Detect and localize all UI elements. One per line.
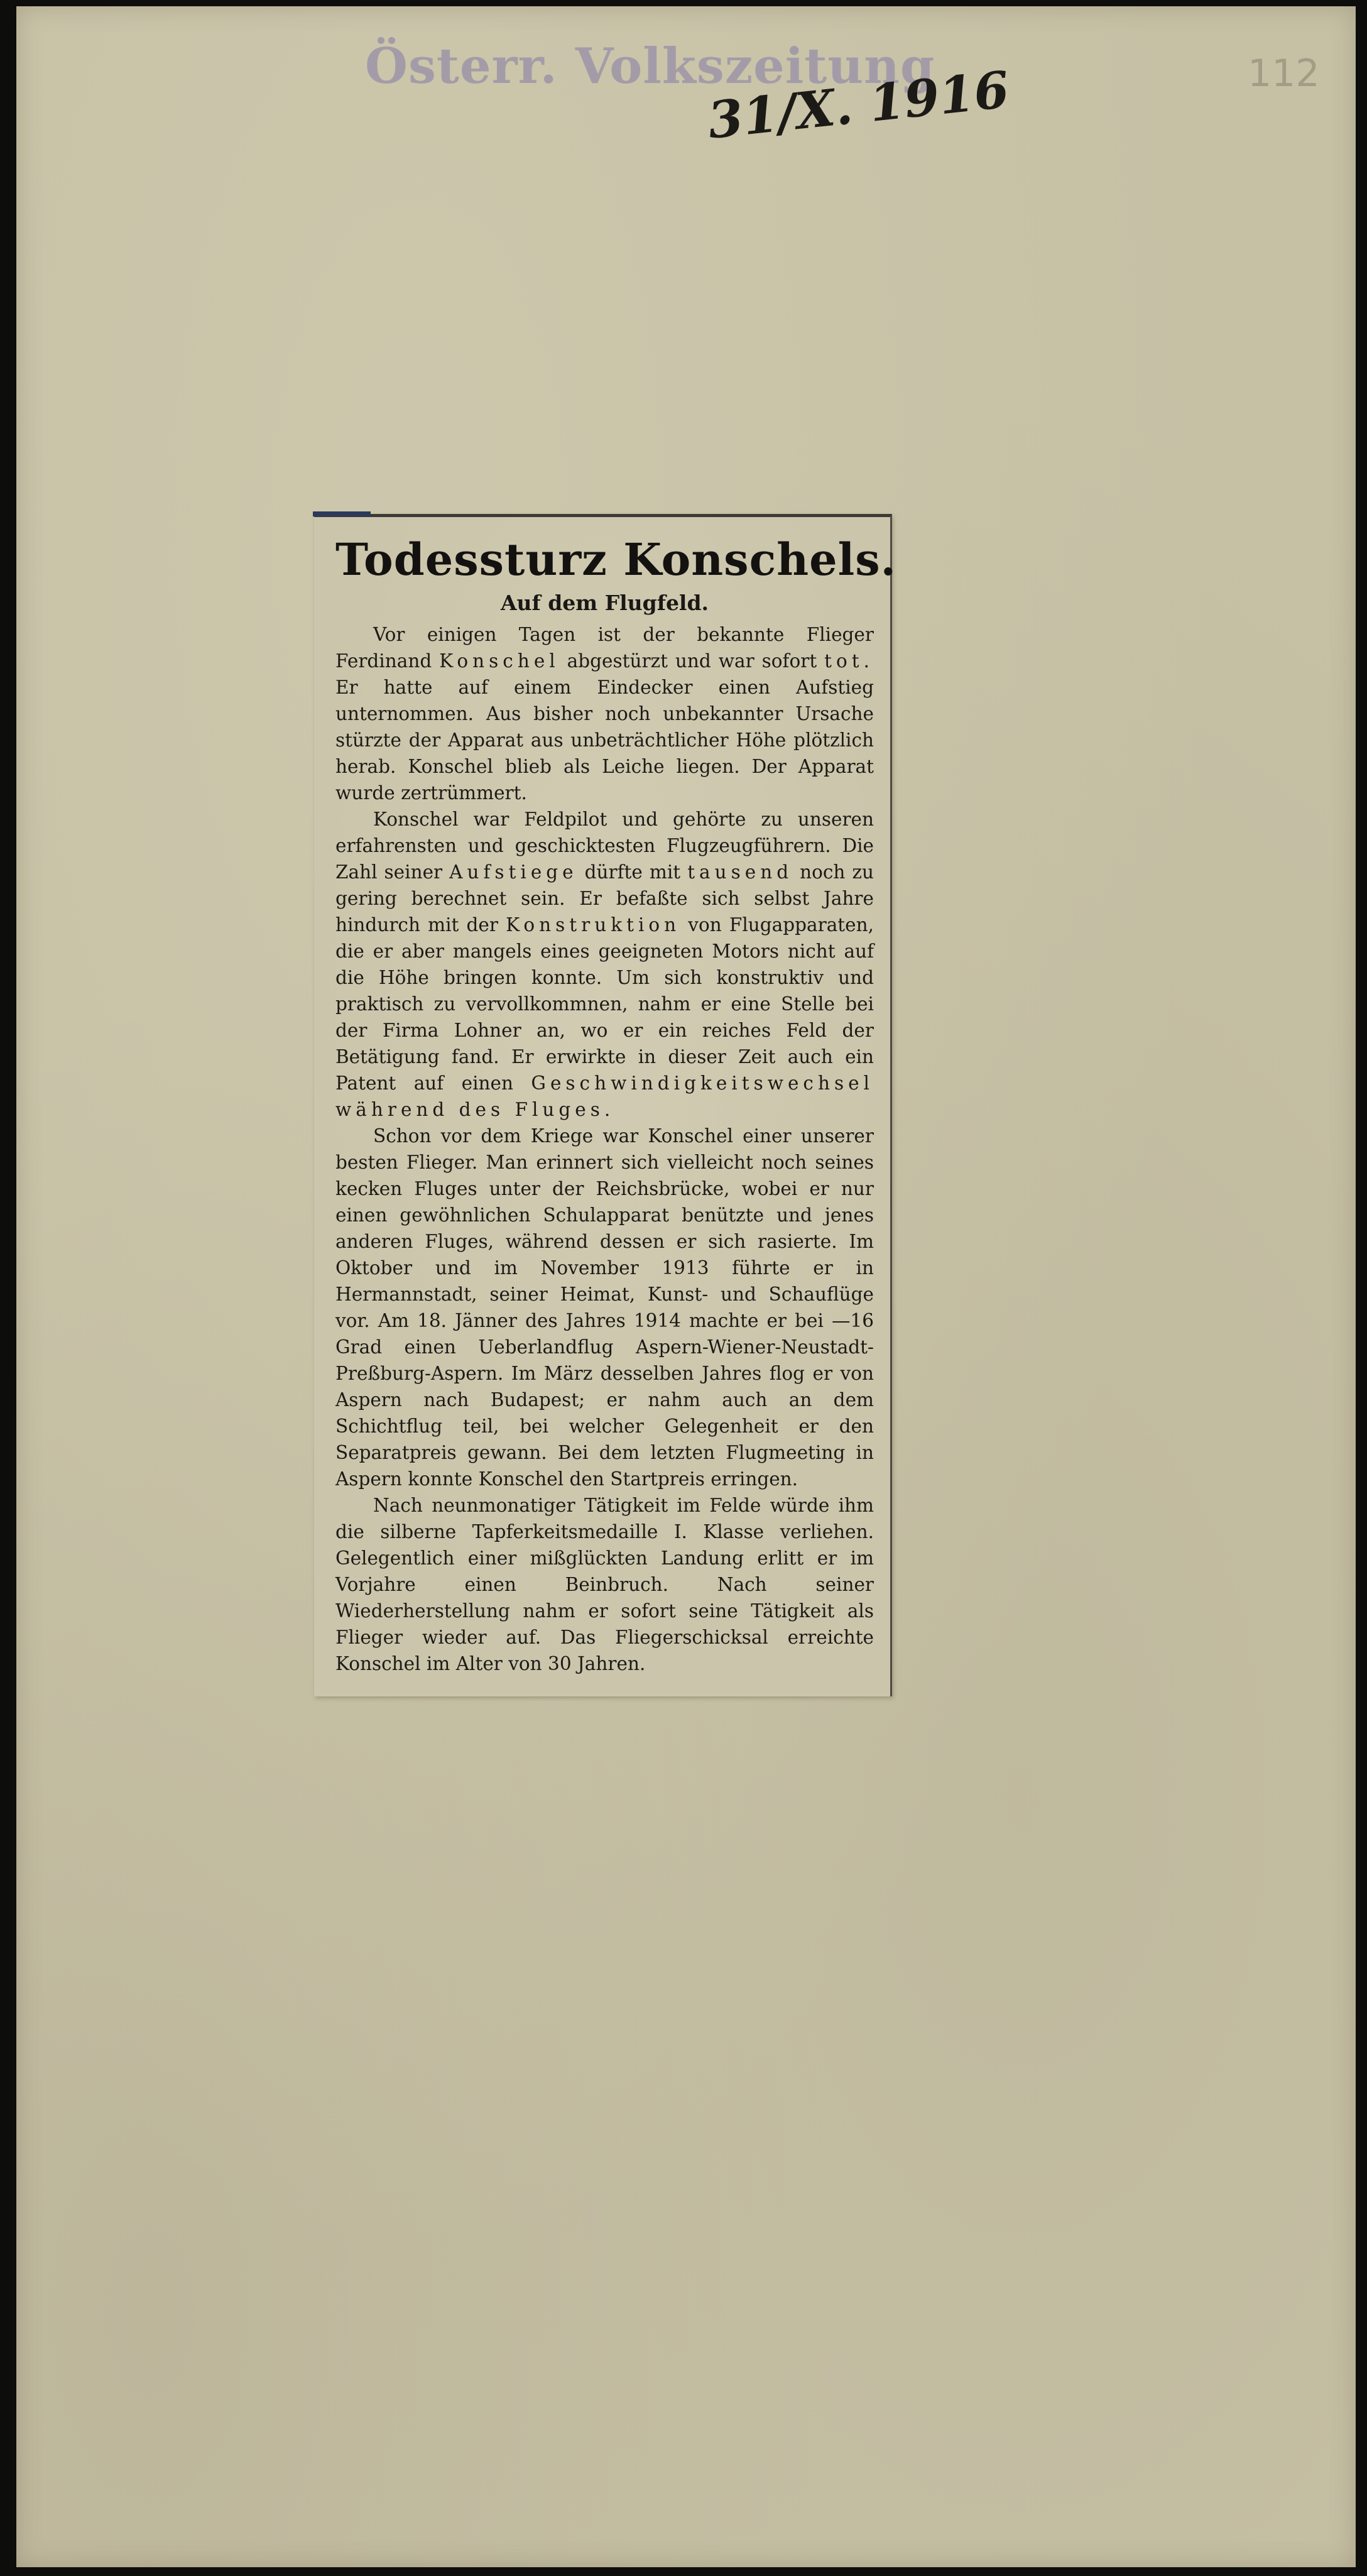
handwritten-date: 31/X. 1916 [705,60,1012,150]
newspaper-stamp: Österr. Volkszeitung [365,38,935,95]
paragraph-text: abgestürzt und war sofort [559,650,825,672]
newspaper-clipping [314,514,896,1696]
article-headline: Todessturz Konschels. [335,533,896,586]
paragraph-text: Vor einigen Tagen ist der bekannte Flieger Ferdinand [335,624,874,672]
emphasized-text: tausend [687,861,793,883]
article-paragraph [335,806,874,1123]
article-paragraph [335,621,874,806]
emphasized-text: tot. [824,650,874,672]
folio-number: 112 [1248,52,1320,96]
paragraph-text: Konschel war Feldpilot und gehörte zu unseren erfahrensten und geschicktesten Flugzeugführern. Die Zahl seiner [335,809,874,883]
article-paragraph [335,1492,874,1677]
article-paragraph [335,1123,874,1492]
emphasized-text: Konschel [439,650,560,672]
paragraph-text: Schon vor dem Kriege war Konschel einer unserer besten Flieger. Man erinnert sich vielleicht noch seines kecken Fluges unter der Reichsbrücke, wobei er nur einen gewöhnlichen Schulapparat benützte und jenes anderen Fluges, während dessen er sich rasierte. Im Oktober und im November 1913 führte er in Hermannstadt, seiner Heimat, Kunst- und Schauflüge vor. Am 18. Jänner des Jahres 1914 machte er bei —16 Grad einen Ueberlandflug Aspern-Wiener-Neustadt-Preßburg-Aspern. Im März desselben Jahres flog er von Aspern nach Budapest; er nahm auch an dem Schichtflug teil, bei welcher Gelegenheit er den Separatpreis gewann. Bei dem letzten Flugmeeting in Aspern konnte Konschel den Startpreis erringen. [335,1125,874,1490]
emphasized-text: Konstruktion [506,914,681,936]
article-body [335,621,874,1677]
paragraph-text: Nach neunmonatiger Tätigkeit im Felde würde ihm die silberne Tapferkeitsmedaille I. Klasse verliehen. Gelegentlich einer mißglückten Landung erlitt er im Vorjahre einen Beinbruch. Nach seiner Wiederherstellung nahm er sofort seine Tätigkeit als Flieger wieder auf. Das Fliegerschicksal erreichte Konschel im Alter von 30 Jahren. [335,1495,874,1674]
paragraph-text: noch zu gering berechnet sein. Er befaßte sich selbst Jahre hindurch mit der [335,861,874,936]
paragraph-text: dürfte mit [577,861,688,883]
paragraph-text: von Flugapparaten, die er aber mangels eines geeigneten Motors nicht auf die Höhe bringen konnte. Um sich konstruktiv und praktisch zu vervollkommnen, nahm er eine Stelle bei der Firma Lohner an, wo er ein reiches Feld der Betätigung fand. Er erwirkte in dieser Zeit auch ein Patent auf einen [335,914,874,1094]
emphasized-text: Aufstiege [449,861,578,883]
article-subheadline: Auf dem Flugfeld. [500,591,709,615]
emphasized-text: Geschwindigkeitswechsel während des Fluges. [335,1072,874,1120]
clipping-edge-mark [313,511,371,516]
paragraph-text: Er hatte auf einem Eindecker einen Aufstieg unternommen. Aus bisher noch unbekannter Ursache stürzte der Apparat aus unbeträchtlicher Höhe plötzlich herab. Konschel blieb als Leiche liegen. Der Apparat wurde zertrümmert. [335,677,874,804]
